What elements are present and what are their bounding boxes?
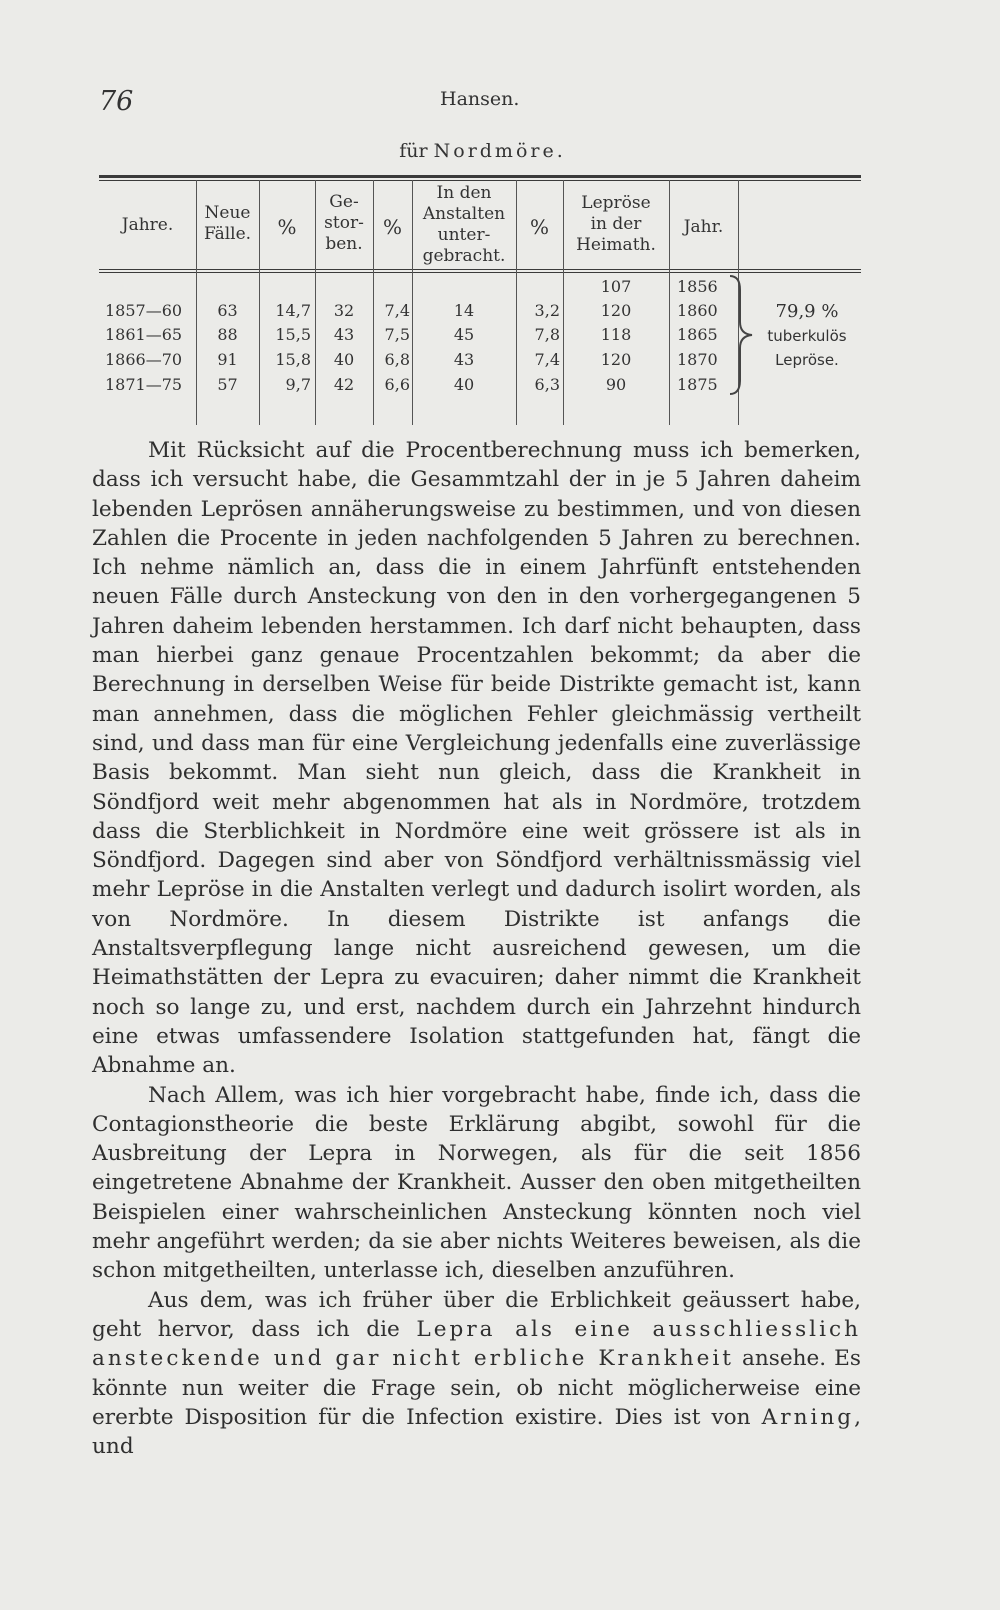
header-jahr: Jahr. bbox=[683, 217, 724, 237]
table-cell-pct3: 7,8 bbox=[534, 325, 560, 344]
table-top-rule-thin bbox=[99, 180, 861, 181]
table-cell-neue: 91 bbox=[217, 350, 238, 369]
table-cell-heimath: 118 bbox=[600, 325, 632, 344]
table-cell-neue: 63 bbox=[217, 301, 238, 320]
table-cell-anstalten: 40 bbox=[453, 375, 475, 394]
table-cell-gestorben: 42 bbox=[333, 375, 355, 394]
header-percent-1: % bbox=[277, 215, 297, 239]
table-cell-pct3: 7,4 bbox=[534, 350, 560, 369]
table-cell-jahr: 1860 bbox=[677, 301, 718, 320]
table-header-rule bbox=[99, 269, 861, 270]
paragraph: Mit Rücksicht auf die Procentberechnung muss ich bemerken, dass ich versucht habe, die Gesammtzahl der in je 5 Jahren daheim lebenden Leprösen annäherungsweise zu bestimmen, und von diesen Zahlen die Procente in jeden nachfolgenden 5 Jahren zu berechnen. Ich nehme nämlich an, dass die in einem Jahrfünft entstehenden neuen Fälle durch Ansteckung von den in den vorhergegangenen 5 Jahren daheim lebenden herstammen. Ich darf nicht behaupten, dass man hierbei ganz genaue Procentzahlen bekommt; da aber die Berechnung in derselben Weise für beide Distrikte gemacht ist, kann man annehmen, dass die möglichen Fehler gleichmässig vertheilt sind, und dass man für eine Vergleichung jedenfalls eine zuverlässige Basis bekommt. Man sieht nun gleich, dass die Krankheit in Söndfjord weit mehr abgenommen hat als in Nordmöre, trotzdem dass die Sterblichkeit in Nordmöre eine weit grössere ist als in Söndfjord. Dagegen sind aber von Söndfjord verhältnissmässig viel mehr Lepröse in die Anstalten verlegt und dadurch isolirt worden, als von Nordmöre. In diesem Distrikte ist anfangs die Anstaltsverpflegung lange nicht ausreichend gewesen, um die Heimathstätten der Lepra zu evacuiren; daher nimmt die Krankheit noch so lange zu, und erst, nachdem durch ein Jahrzehnt hindurch eine etwas umfassendere Isolation stattgefunden hat, fängt die Abnahme an. bbox=[92, 438, 861, 1079]
table-cell-anstalten: 14 bbox=[453, 301, 475, 320]
table-cell-heimath: 90 bbox=[605, 375, 627, 394]
header-neue-faelle: Neue Fälle. bbox=[203, 203, 252, 244]
header-jahre: Jahre. bbox=[121, 215, 174, 235]
table-cell-pct2: 6,8 bbox=[384, 350, 410, 369]
table-cell-jahr: 1865 bbox=[677, 325, 718, 344]
table-cell-jahr: 1875 bbox=[677, 375, 718, 394]
table-cell-heimath: 120 bbox=[600, 350, 632, 369]
header-anstalten: In den Anstalten unter- gebracht. bbox=[422, 183, 506, 266]
note-leprose: Lepröse. bbox=[775, 351, 839, 369]
author-name: Arning bbox=[761, 1404, 855, 1430]
table-cell-jahr: 1856 bbox=[677, 277, 718, 296]
table-cell-jahr: 1870 bbox=[677, 350, 718, 369]
note-percent: 79,9 % bbox=[775, 301, 839, 322]
table-cell-pct3: 3,2 bbox=[534, 301, 560, 320]
table-cell-pct1: 15,5 bbox=[275, 325, 311, 344]
subtitle-region: Nordmöre. bbox=[433, 140, 566, 162]
table-cell-pct1: 15,8 bbox=[275, 350, 311, 369]
running-head: Hansen. bbox=[440, 88, 520, 110]
brace-note bbox=[752, 300, 862, 372]
table-cell-pct2: 7,5 bbox=[384, 325, 410, 344]
table-cell-neue: 88 bbox=[217, 325, 238, 344]
table-cell-pct1: 9,7 bbox=[285, 375, 311, 394]
header-percent-2: % bbox=[382, 215, 402, 239]
table-cell-heimath: 120 bbox=[600, 301, 632, 320]
table-cell-pct1: 14,7 bbox=[275, 301, 311, 320]
spaced-emphasis: Lepra als eine ausschliesslich ansteckende und gar nicht erbliche Krankheit bbox=[92, 1316, 861, 1372]
page-number: 76 bbox=[99, 86, 134, 117]
body-text bbox=[92, 436, 861, 1461]
table-cell-gestorben: 43 bbox=[333, 325, 355, 344]
table-top-rule bbox=[99, 175, 861, 178]
table-cell-anstalten: 43 bbox=[453, 350, 475, 369]
note-tuberkuloes: tuberkulös bbox=[767, 327, 847, 345]
table-cell-anstalten: 45 bbox=[453, 325, 475, 344]
table-cell-heimath: 107 bbox=[600, 277, 632, 296]
table-cell-jahre: 1871—75 bbox=[105, 375, 183, 394]
table-cell-gestorben: 32 bbox=[333, 301, 355, 320]
paragraph: Aus dem, was ich früher über die Erblichkeit geäussert habe, geht hervor, dass ich die Lepra als eine ausschliesslich ansteckende und gar nicht erbliche Krankheit ansehe. Es könnte nun weiter die Frage sein, ob nicht möglicherweise eine ererbte Disposition für die Infection existire. Dies ist von Arning, und bbox=[92, 1287, 861, 1460]
table-subtitle bbox=[0, 140, 965, 162]
table-cell-pct2: 6,6 bbox=[384, 375, 410, 394]
paragraph: Nach Allem, was ich hier vorgebracht habe, finde ich, dass die Contagionstheorie die beste Erklärung abgibt, sowohl für die Ausbreitung der Lepra in Norwegen, als für die seit 1856 eingetretene Abnahme der Krankheit. Ausser den oben mitgetheilten Beispielen einer wahrscheinlichen Ansteckung könnten noch viel mehr angeführt werden; da sie aber nichts Weiteres beweisen, als die schon mitgetheilten, unterlasse ich, dieselben anzuführen. bbox=[92, 1082, 861, 1284]
header-percent-3: % bbox=[529, 215, 549, 239]
table-cell-jahre: 1866—70 bbox=[105, 350, 183, 369]
table-cell-pct2: 7,4 bbox=[384, 301, 410, 320]
table-cell-jahre: 1857—60 bbox=[105, 301, 183, 320]
header-leprose: Lepröse in der Heimath. bbox=[576, 193, 656, 255]
table-cell-pct3: 6,3 bbox=[534, 375, 560, 394]
table-cell-jahre: 1861—65 bbox=[105, 325, 183, 344]
table-cell-gestorben: 40 bbox=[333, 350, 355, 369]
table-cell-neue: 57 bbox=[217, 375, 238, 394]
subtitle-prefix: für bbox=[399, 140, 434, 162]
header-gestorben: Ge- stor- ben. bbox=[324, 192, 364, 254]
